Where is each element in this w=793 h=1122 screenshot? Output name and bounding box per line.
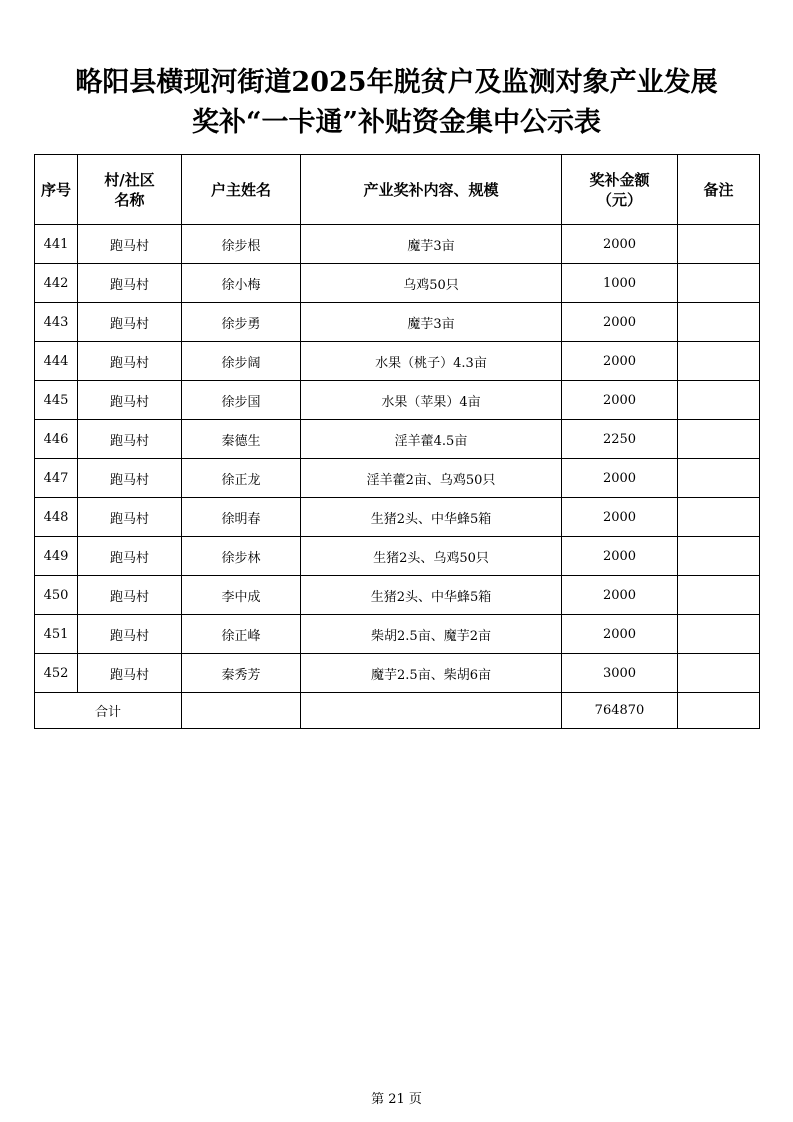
- total-remark-cell: [678, 693, 760, 729]
- cell-amount: 2000: [562, 342, 678, 381]
- table-header-row: [35, 155, 760, 225]
- document-title-line-1: 略阳县横现河街道2025年脱贫户及监测对象产业发展: [75, 67, 718, 98]
- cell-village: 跑马村: [78, 420, 182, 459]
- table-row: [35, 576, 760, 615]
- cell-amount: 2000: [562, 498, 678, 537]
- cell-amount: 2000: [562, 576, 678, 615]
- table-total-row: [35, 693, 760, 729]
- cell-remark: [678, 264, 760, 303]
- cell-name: 秦德生: [182, 420, 301, 459]
- document-title-line-2: 奖补“一卡通”补贴资金集中公示表: [191, 107, 602, 138]
- cell-village: 跑马村: [78, 381, 182, 420]
- cell-name: 徐步勇: [182, 303, 301, 342]
- cell-village: 跑马村: [78, 615, 182, 654]
- cell-remark: [678, 303, 760, 342]
- cell-name: 秦秀芳: [182, 654, 301, 693]
- cell-seq: 448: [35, 498, 78, 537]
- cell-seq: 451: [35, 615, 78, 654]
- header-content: 产业奖补内容、规模: [301, 155, 562, 225]
- total-label: 合计: [35, 693, 182, 729]
- cell-content: 水果（苹果）4亩: [301, 381, 562, 420]
- cell-amount: 2000: [562, 303, 678, 342]
- total-amount: 764870: [562, 693, 678, 729]
- subsidy-table: [34, 154, 760, 729]
- cell-remark: [678, 615, 760, 654]
- cell-content: 魔芋3亩: [301, 225, 562, 264]
- cell-seq: 443: [35, 303, 78, 342]
- cell-content: 乌鸡50只: [301, 264, 562, 303]
- cell-village: 跑马村: [78, 303, 182, 342]
- cell-remark: [678, 420, 760, 459]
- cell-name: 徐小梅: [182, 264, 301, 303]
- cell-content: 生猪2头、中华蜂5箱: [301, 498, 562, 537]
- cell-village: 跑马村: [78, 342, 182, 381]
- cell-amount: 2000: [562, 459, 678, 498]
- table-row: [35, 459, 760, 498]
- cell-name: 徐步林: [182, 537, 301, 576]
- table-row: [35, 303, 760, 342]
- cell-village: 跑马村: [78, 537, 182, 576]
- cell-remark: [678, 225, 760, 264]
- cell-remark: [678, 654, 760, 693]
- total-content-cell: [301, 693, 562, 729]
- cell-seq: 452: [35, 654, 78, 693]
- cell-content: 魔芋3亩: [301, 303, 562, 342]
- cell-amount: 2000: [562, 381, 678, 420]
- cell-seq: 449: [35, 537, 78, 576]
- cell-content: 淫羊藿2亩、乌鸡50只: [301, 459, 562, 498]
- cell-seq: 441: [35, 225, 78, 264]
- cell-name: 李中成: [182, 576, 301, 615]
- total-name-cell: [182, 693, 301, 729]
- header-seq: 序号: [35, 155, 78, 225]
- header-village-line-1: 村/社区: [104, 170, 155, 189]
- cell-seq: 446: [35, 420, 78, 459]
- header-village: [78, 155, 182, 225]
- table-row: [35, 615, 760, 654]
- cell-village: 跑马村: [78, 654, 182, 693]
- cell-amount: 2250: [562, 420, 678, 459]
- header-remark: 备注: [678, 155, 760, 225]
- cell-name: 徐正龙: [182, 459, 301, 498]
- cell-seq: 444: [35, 342, 78, 381]
- cell-amount: 3000: [562, 654, 678, 693]
- table-row: [35, 420, 760, 459]
- cell-remark: [678, 537, 760, 576]
- cell-village: 跑马村: [78, 576, 182, 615]
- cell-amount: 2000: [562, 537, 678, 576]
- cell-content: 水果（桃子）4.3亩: [301, 342, 562, 381]
- cell-remark: [678, 342, 760, 381]
- cell-remark: [678, 576, 760, 615]
- cell-content: 魔芋2.5亩、柴胡6亩: [301, 654, 562, 693]
- cell-content: 生猪2头、乌鸡50只: [301, 537, 562, 576]
- header-name: 户主姓名: [182, 155, 301, 225]
- cell-name: 徐步国: [182, 381, 301, 420]
- cell-name: 徐步阔: [182, 342, 301, 381]
- cell-village: 跑马村: [78, 264, 182, 303]
- cell-name: 徐明春: [182, 498, 301, 537]
- cell-village: 跑马村: [78, 498, 182, 537]
- header-amount-line-1: 奖补金额: [589, 170, 650, 189]
- table-row: [35, 264, 760, 303]
- cell-content: 生猪2头、中华蜂5箱: [301, 576, 562, 615]
- table-row: [35, 537, 760, 576]
- cell-remark: [678, 381, 760, 420]
- cell-seq: 442: [35, 264, 78, 303]
- header-amount: [562, 155, 678, 225]
- table-row: [35, 225, 760, 264]
- page-number: 第 21 页: [371, 1092, 422, 1107]
- table-row: [35, 654, 760, 693]
- header-amount-line-2: （元）: [596, 190, 642, 209]
- table-row: [35, 381, 760, 420]
- cell-name: 徐正峰: [182, 615, 301, 654]
- cell-amount: 1000: [562, 264, 678, 303]
- header-village-line-2: 名称: [114, 190, 145, 209]
- cell-seq: 447: [35, 459, 78, 498]
- cell-name: 徐步根: [182, 225, 301, 264]
- cell-seq: 445: [35, 381, 78, 420]
- table-row: [35, 498, 760, 537]
- cell-amount: 2000: [562, 615, 678, 654]
- cell-remark: [678, 459, 760, 498]
- cell-village: 跑马村: [78, 459, 182, 498]
- cell-seq: 450: [35, 576, 78, 615]
- cell-remark: [678, 498, 760, 537]
- cell-amount: 2000: [562, 225, 678, 264]
- cell-content: 淫羊藿4.5亩: [301, 420, 562, 459]
- table-row: [35, 342, 760, 381]
- cell-village: 跑马村: [78, 225, 182, 264]
- cell-content: 柴胡2.5亩、魔芋2亩: [301, 615, 562, 654]
